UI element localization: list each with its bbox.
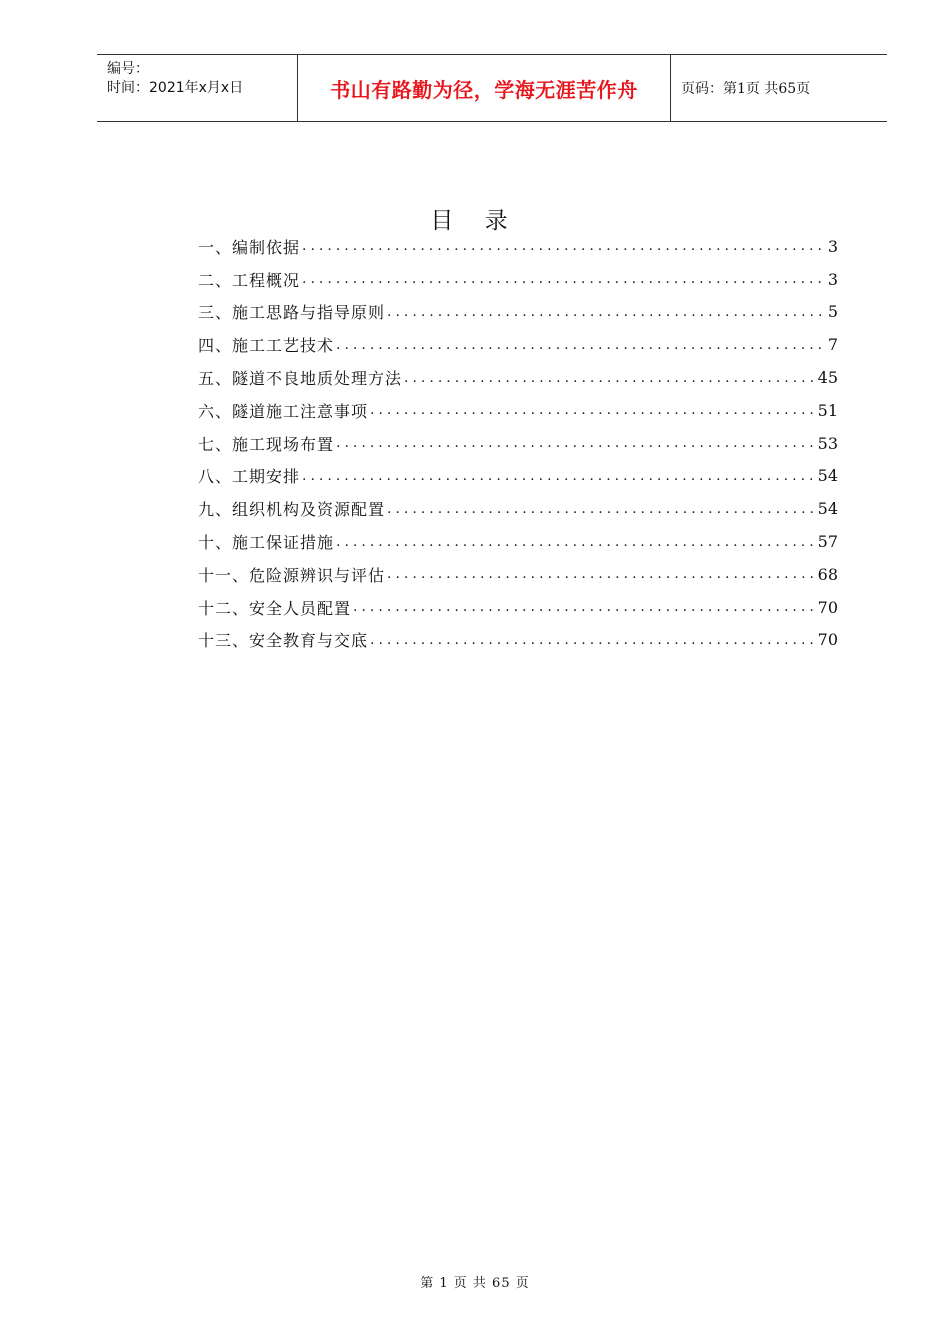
toc-entry[interactable] (198, 328, 838, 361)
toc-entry[interactable] (198, 624, 838, 657)
toc-dot-leader (336, 337, 826, 353)
toc-entry-page: 7 (827, 335, 838, 355)
toc-entry[interactable] (198, 361, 838, 394)
toc-title: 目 录 (430, 208, 520, 234)
toc-entry[interactable] (198, 230, 838, 263)
toc-entry[interactable] (198, 296, 838, 329)
toc-entry-label: 十一、危险源辨识与评估 (198, 565, 386, 585)
toc-entry-label: 十二、安全人员配置 (198, 598, 352, 618)
header-motto: 书山有路勤为径，学海无涯苦作舟 (330, 77, 638, 102)
toc-entry-label: 四、施工工艺技术 (198, 336, 335, 356)
toc-entry[interactable] (198, 492, 838, 525)
toc-entry-label: 二、工程概况 (198, 270, 301, 290)
toc-entry[interactable] (198, 460, 838, 493)
toc-entry[interactable] (198, 591, 838, 624)
toc-entry-page: 68 (817, 564, 838, 584)
toc-entry-label: 五、隧道不良地质处理方法 (198, 369, 403, 389)
header-meta-cell (97, 55, 298, 121)
toc-dot-leader (302, 468, 816, 484)
document-header (97, 54, 887, 122)
toc-entry-label: 八、工期安排 (198, 467, 301, 487)
toc-dot-leader (353, 599, 816, 615)
toc-dot-leader (387, 304, 826, 320)
toc-dot-leader (302, 238, 826, 254)
toc-dot-leader (370, 632, 816, 648)
toc-entry-page: 54 (817, 466, 838, 486)
toc-dot-leader (387, 501, 816, 517)
toc-entry-page: 57 (817, 532, 838, 552)
page-footer: 第 1 页 共 65 页 (420, 1276, 530, 1291)
table-of-contents (198, 230, 838, 656)
header-page-info: 页码：第1页 共65页 (681, 81, 811, 97)
toc-entry[interactable] (198, 263, 838, 296)
toc-dot-leader (336, 534, 816, 550)
toc-dot-leader (302, 271, 826, 287)
toc-entry-label: 三、施工思路与指导原则 (198, 303, 386, 323)
toc-dot-leader (370, 402, 816, 418)
toc-entry-page: 3 (827, 269, 838, 289)
toc-entry-page: 5 (827, 302, 838, 322)
toc-entry-page: 70 (817, 597, 838, 617)
toc-entry[interactable] (198, 558, 838, 591)
toc-entry-page: 3 (827, 236, 838, 256)
toc-entry-page: 53 (817, 433, 838, 453)
header-motto-cell (298, 55, 671, 121)
toc-dot-leader (387, 566, 816, 582)
toc-entry-page: 70 (817, 630, 838, 650)
toc-entry-page: 45 (817, 368, 838, 388)
toc-entry-label: 十、施工保证措施 (198, 533, 335, 553)
header-page-cell (671, 55, 887, 121)
toc-entry[interactable] (198, 394, 838, 427)
toc-entry[interactable] (198, 427, 838, 460)
toc-entry-label: 九、组织机构及资源配置 (198, 500, 386, 520)
toc-dot-leader (336, 435, 816, 451)
document-time-label: 时间：2021年x月x日 (107, 80, 244, 96)
toc-entry-label: 六、隧道施工注意事项 (198, 401, 369, 421)
toc-entry-page: 54 (817, 499, 838, 519)
toc-entry-label: 一、编制依据 (198, 237, 301, 257)
document-number-label: 编号： (107, 61, 149, 77)
toc-entry-label: 七、施工现场布置 (198, 434, 335, 454)
toc-entry[interactable] (198, 525, 838, 558)
toc-entry-page: 51 (817, 400, 838, 420)
toc-entry-label: 十三、安全教育与交底 (198, 631, 369, 651)
toc-dot-leader (404, 370, 816, 386)
